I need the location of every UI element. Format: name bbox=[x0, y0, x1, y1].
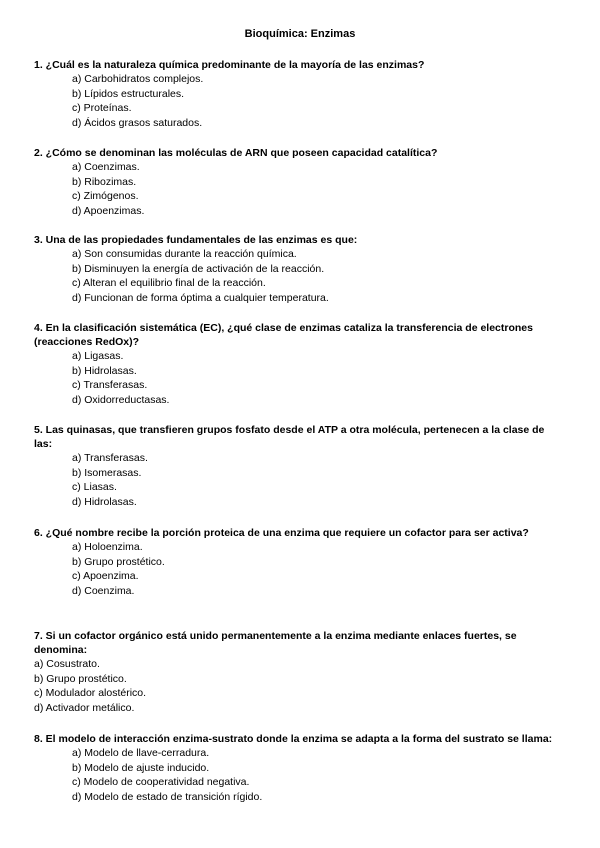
option-a: a) Holoenzima. bbox=[72, 541, 143, 553]
option-b: b) Ribozimas. bbox=[72, 175, 137, 188]
option-b: b) Grupo prostético. bbox=[72, 555, 165, 568]
option-list bbox=[34, 451, 564, 509]
option-list bbox=[34, 540, 564, 598]
question-stem: 6. ¿Qué nombre recibe la porción proteica de una enzima que requiere un cofactor para ser activa? bbox=[34, 527, 529, 539]
option-b: b) Grupo prostético. bbox=[34, 672, 127, 685]
option-a: a) Carbohidratos complejos. bbox=[72, 73, 204, 85]
question-7 bbox=[34, 629, 564, 715]
option-list bbox=[34, 657, 564, 715]
option-d: d) Ácidos grasos saturados. bbox=[72, 116, 203, 129]
option-c: c) Proteínas. bbox=[72, 102, 132, 115]
option-d: d) Coenzima. bbox=[72, 584, 135, 597]
question-stem: 3. Una de las propiedades fundamentales de las enzimas es que: bbox=[34, 234, 358, 246]
question-1 bbox=[34, 58, 564, 130]
option-c: c) Transferasas. bbox=[72, 379, 148, 392]
option-b: b) Hidrolasas. bbox=[72, 364, 137, 377]
option-list bbox=[34, 247, 564, 305]
question-stem: 7. Si un cofactor orgánico está unido permanentemente a la enzima mediante enlaces fuertes, se denomina: bbox=[34, 630, 517, 656]
option-c: c) Apoenzima. bbox=[72, 570, 139, 583]
question-3 bbox=[34, 233, 564, 305]
option-d: d) Apoenzimas. bbox=[72, 204, 145, 217]
option-a: a) Coenzimas. bbox=[72, 161, 140, 173]
question-stem: 8. El modelo de interacción enzima-sustrato donde la enzima se adapta a la forma del sustrato se llama: bbox=[34, 733, 553, 745]
question-2 bbox=[34, 146, 564, 218]
question-stem: 5. Las quinasas, que transfieren grupos fosfato desde el ATP a otra molécula, pertenecen a la clase de las: bbox=[34, 424, 545, 450]
option-c: c) Modulador alostérico. bbox=[34, 687, 147, 700]
option-c: c) Liasas. bbox=[72, 481, 117, 494]
question-8 bbox=[34, 732, 564, 804]
option-a: a) Cosustrato. bbox=[34, 658, 100, 670]
option-c: c) Alteran el equilibrio final de la reacción. bbox=[72, 277, 266, 290]
option-list bbox=[34, 160, 564, 218]
option-list bbox=[34, 349, 564, 407]
option-d: d) Oxidorreductasas. bbox=[72, 393, 170, 406]
option-d: d) Funcionan de forma óptima a cualquier temperatura. bbox=[72, 291, 329, 304]
question-4 bbox=[34, 321, 564, 407]
option-a: a) Ligasas. bbox=[72, 350, 124, 362]
option-b: b) Disminuyen la energía de activación de la reacción. bbox=[72, 262, 325, 275]
question-stem: 1. ¿Cuál es la naturaleza química predominante de la mayoría de las enzimas? bbox=[34, 59, 425, 71]
option-list bbox=[34, 72, 564, 130]
option-d: d) Modelo de estado de transición rígido. bbox=[72, 790, 263, 803]
option-d: d) Activador metálico. bbox=[34, 701, 135, 714]
page-title: Bioquímica: Enzimas bbox=[244, 28, 356, 40]
option-b: b) Lípidos estructurales. bbox=[72, 87, 185, 100]
option-list bbox=[34, 746, 564, 804]
option-b: b) Modelo de ajuste inducido. bbox=[72, 761, 210, 774]
option-c: c) Zimógenos. bbox=[72, 190, 139, 203]
option-b: b) Isomerasas. bbox=[72, 466, 142, 479]
question-stem: 4. En la clasificación sistemática (EC), ¿qué clase de enzimas cataliza la transferencia de electrones (reacciones RedOx)? bbox=[34, 322, 533, 348]
option-a: a) Son consumidas durante la reacción química. bbox=[72, 248, 297, 260]
option-a: a) Modelo de llave-cerradura. bbox=[72, 747, 210, 759]
question-6 bbox=[34, 526, 564, 598]
question-stem: 2. ¿Cómo se denominan las moléculas de ARN que poseen capacidad catalítica? bbox=[34, 147, 438, 159]
question-5 bbox=[34, 423, 564, 509]
option-d: d) Hidrolasas. bbox=[72, 495, 137, 508]
option-a: a) Transferasas. bbox=[72, 452, 148, 464]
option-c: c) Modelo de cooperatividad negativa. bbox=[72, 776, 250, 789]
